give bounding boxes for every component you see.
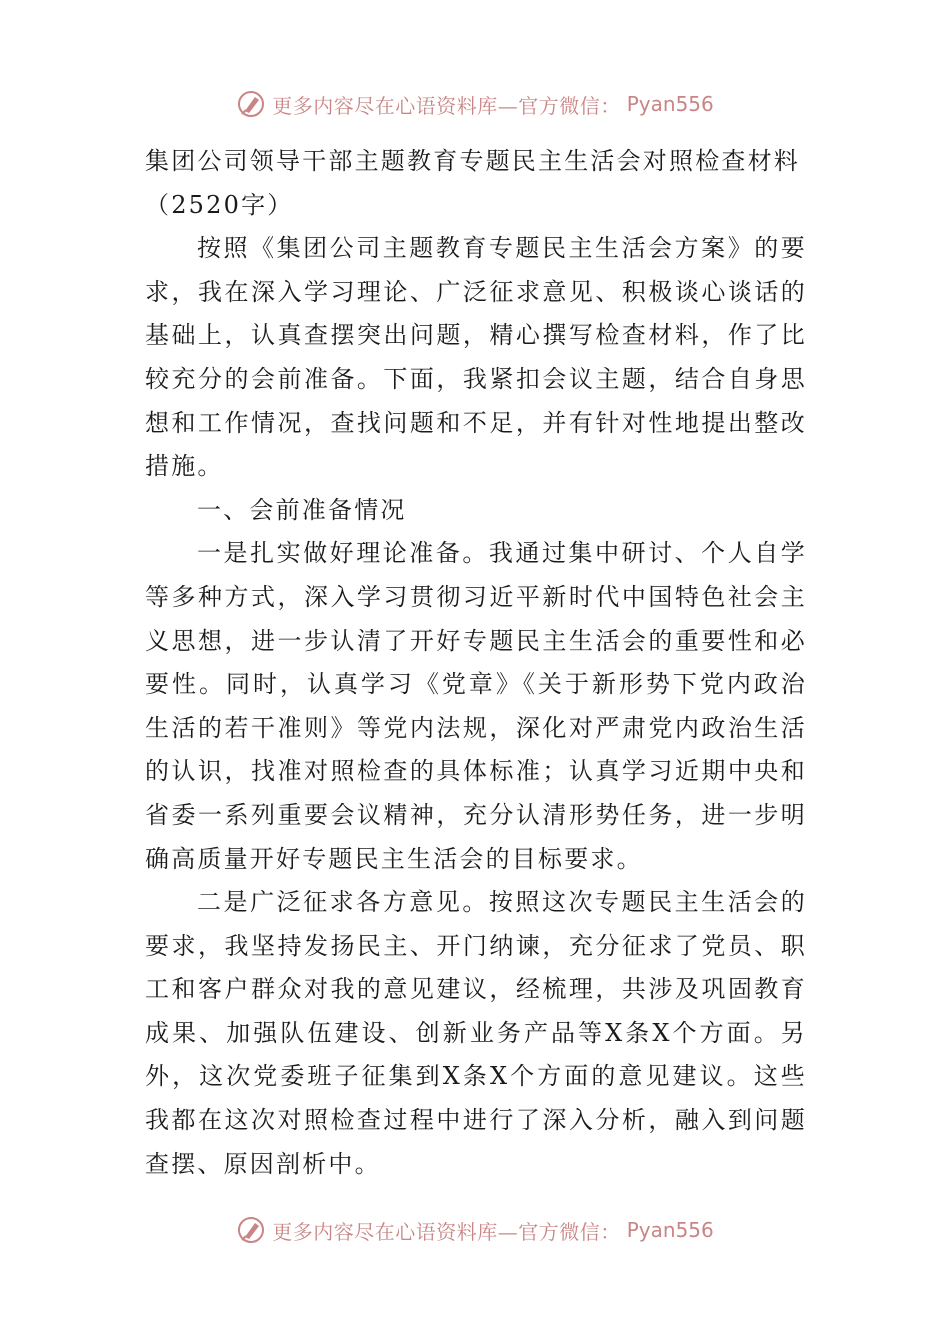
header-watermark — [0, 84, 950, 124]
footer-watermark — [0, 1210, 950, 1250]
section-heading: 一、会前准备情况 — [197, 495, 407, 524]
document-body — [145, 140, 807, 1186]
document-title — [145, 140, 807, 227]
pen-nib-logo-icon — [236, 89, 266, 119]
pen-nib-logo-icon — [236, 1215, 266, 1245]
document-title-line-1: 集团公司领导干部主题教育专题民主生活会对照检查材料 — [145, 147, 800, 175]
paragraph-theory-preparation: 一是扎实做好理论准备。我通过集中研讨、个人自学等多种方式，深入学习贯彻习近平新时代中国特色社会主义思想，进一步认清了开好专题民主生活会的重要性和必要性。同时，认真学习《党章》《关于新形势下党内政治生活的若干准则》等党内法规，深化对严肃党内政治生活的认识，找准对照检查的具体标准；认真学习近期中央和省委一系列重要会议精神，充分认清形势任务，进一步明确高质量开好专题民主生活会的目标要求。 — [145, 539, 807, 873]
watermark-handle: Pyan556 — [626, 92, 714, 116]
document-title-line-2: （2520字） — [145, 190, 294, 219]
watermark-text: 更多内容尽在心语资料库—官方微信： — [272, 93, 621, 118]
watermark-handle: Pyan556 — [626, 1218, 714, 1242]
watermark-text: 更多内容尽在心语资料库—官方微信： — [272, 1219, 621, 1244]
paragraph-opinions: 二是广泛征求各方意见。按照这次专题民主生活会的要求，我坚持发扬民主、开门纳谏，充分征求了党员、职工和客户群众对我的意见建议，经梳理，共涉及巩固教育成果、加强队伍建设、创新业务产品等X条X个方面。另外，这次党委班子征集到X条X个方面的意见建议。这些我都在这次对照检查过程中进行了深入分析，融入到问题查摆、原因剖析中。 — [145, 888, 807, 1178]
paragraph-intro: 按照《集团公司主题教育专题民主生活会方案》的要求，我在深入学习理论、广泛征求意见、积极谈心谈话的基础上，认真查摆突出问题，精心撰写检查材料，作了比较充分的会前准备。下面，我紧扣会议主题，结合自身思想和工作情况，查找问题和不足，并有针对性地提出整改措施。 — [145, 234, 807, 481]
